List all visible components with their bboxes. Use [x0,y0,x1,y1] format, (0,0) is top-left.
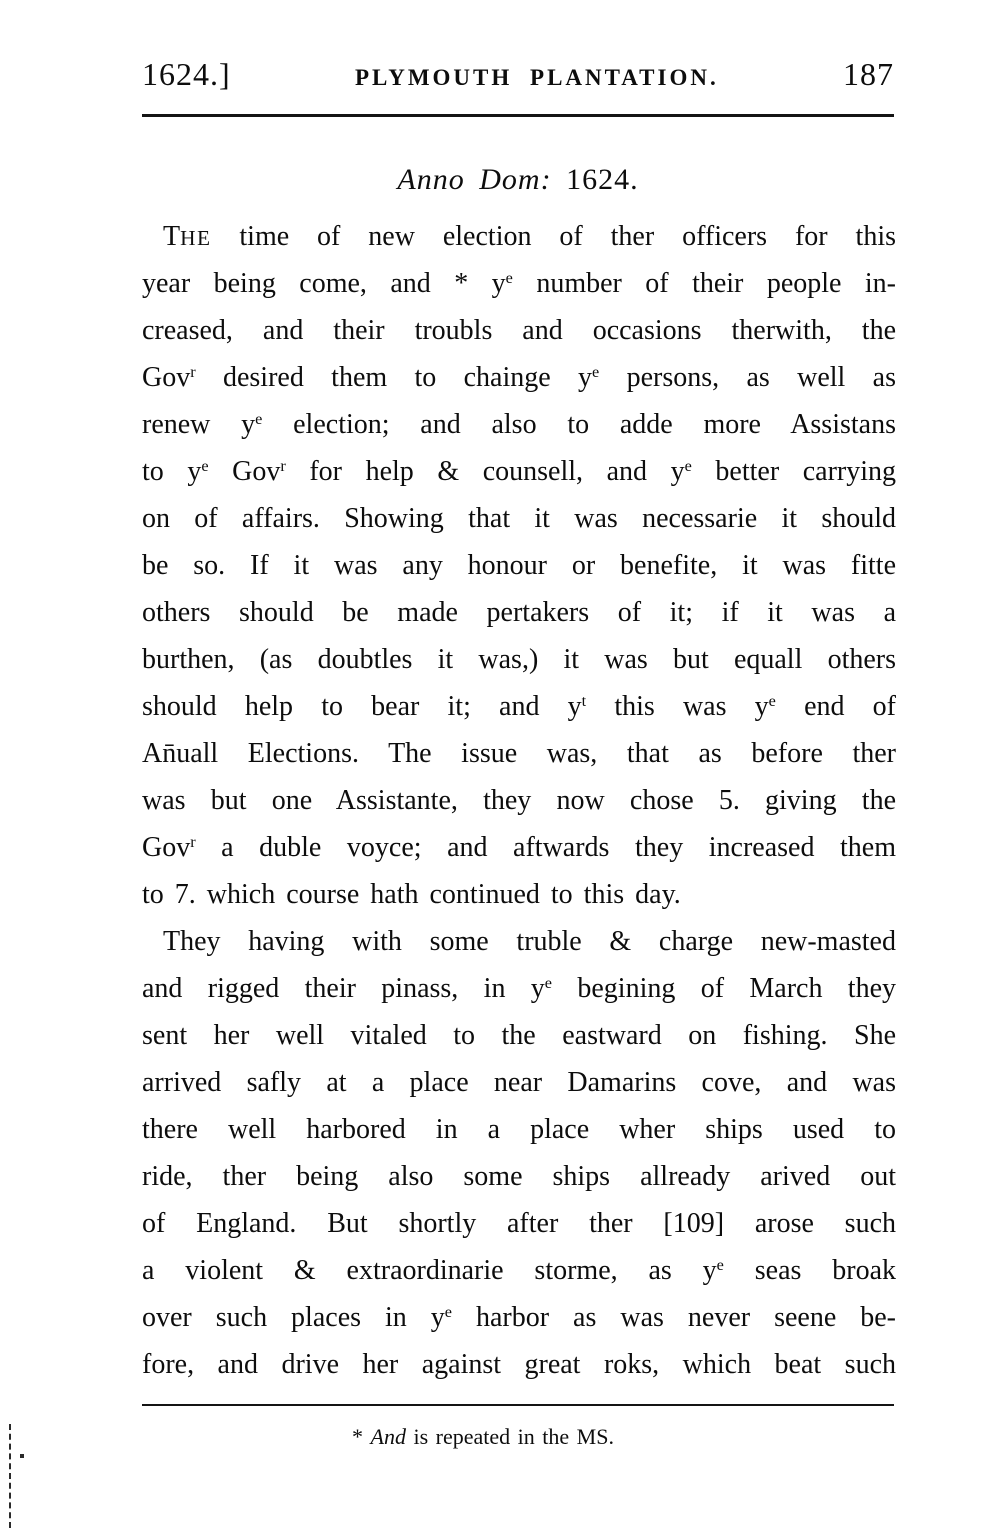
header-year: 1624.] [142,56,231,92]
text-line: ride, ther being also some ships allready arived out [142,1161,896,1192]
scan-artifact [9,1424,13,1528]
text-line: over such places in $y^e$ harbor as was never seene be- [142,1302,896,1333]
text-line: a violent & extraordinarie storme, as $y^e$ seas broak [142,1255,897,1286]
text-line: An̄uall Elections. The issue was, that as before ther [142,738,896,769]
page-header [142,56,894,93]
text-line: there well harbored in a place wher ships used to [142,1114,896,1145]
text-line: THE time of new election of ther officers for this [163,221,896,252]
text-line: be so. If it was any honour or benefite, it was fitte [142,550,896,581]
text-line: Gov$^r$ a duble voyce; and aftwards they increased them [142,832,896,863]
text-line: was but one Assistante, they now chose 5. giving the [142,785,896,816]
text-line: fore, and drive her against great roks, which beat such [142,1349,896,1380]
chapter-heading: Anno Dom: 1624. [397,163,639,196]
body-text [142,213,896,1388]
header-rule [142,114,894,117]
text-line: burthen, (as doubtles it was,) it was but equall others [142,644,896,675]
text-line: sent her well vitaled to the eastward on fishing. She [142,1020,896,1051]
text-line: Gov$^r$ desired them to chainge $y^e$ persons, as well as [142,362,897,393]
text-line: to $y^e$ Gov$^r$ for help & counsell, and $y^e$ better carrying [142,456,896,487]
footnote-rule [142,1404,894,1406]
text-line: arrived safly at a place near Damarins cove, and was [142,1067,896,1098]
text-line: and rigged their pinass, in $y^e$ begining of March they [142,973,896,1004]
text-line: year being come, and * $y^e$ number of their people in- [142,268,897,299]
header-page-number: 187 [843,56,894,92]
text-line: others should be made pertakers of it; if it was a [142,597,896,628]
text-line: should help to bear it; and $y^t$ this was $y^e$ end of [142,691,896,722]
text-line: creased, and their troubls and occasions therwith, the [142,315,896,346]
text-line: on of affairs. Showing that it was necessarie it should [142,503,896,534]
text-line: to 7. which course hath continued to this day. [142,879,681,910]
text-line: renew $y^e$ election; and also to adde more Assistans [142,409,896,440]
header-title: PLYMOUTH PLANTATION. [354,65,719,90]
footnote: * And is repeated in the MS. [352,1424,614,1449]
text-line: of England. But shortly after ther [109] arose such [142,1208,896,1239]
text-line: They having with some truble & charge new-masted [163,926,896,957]
